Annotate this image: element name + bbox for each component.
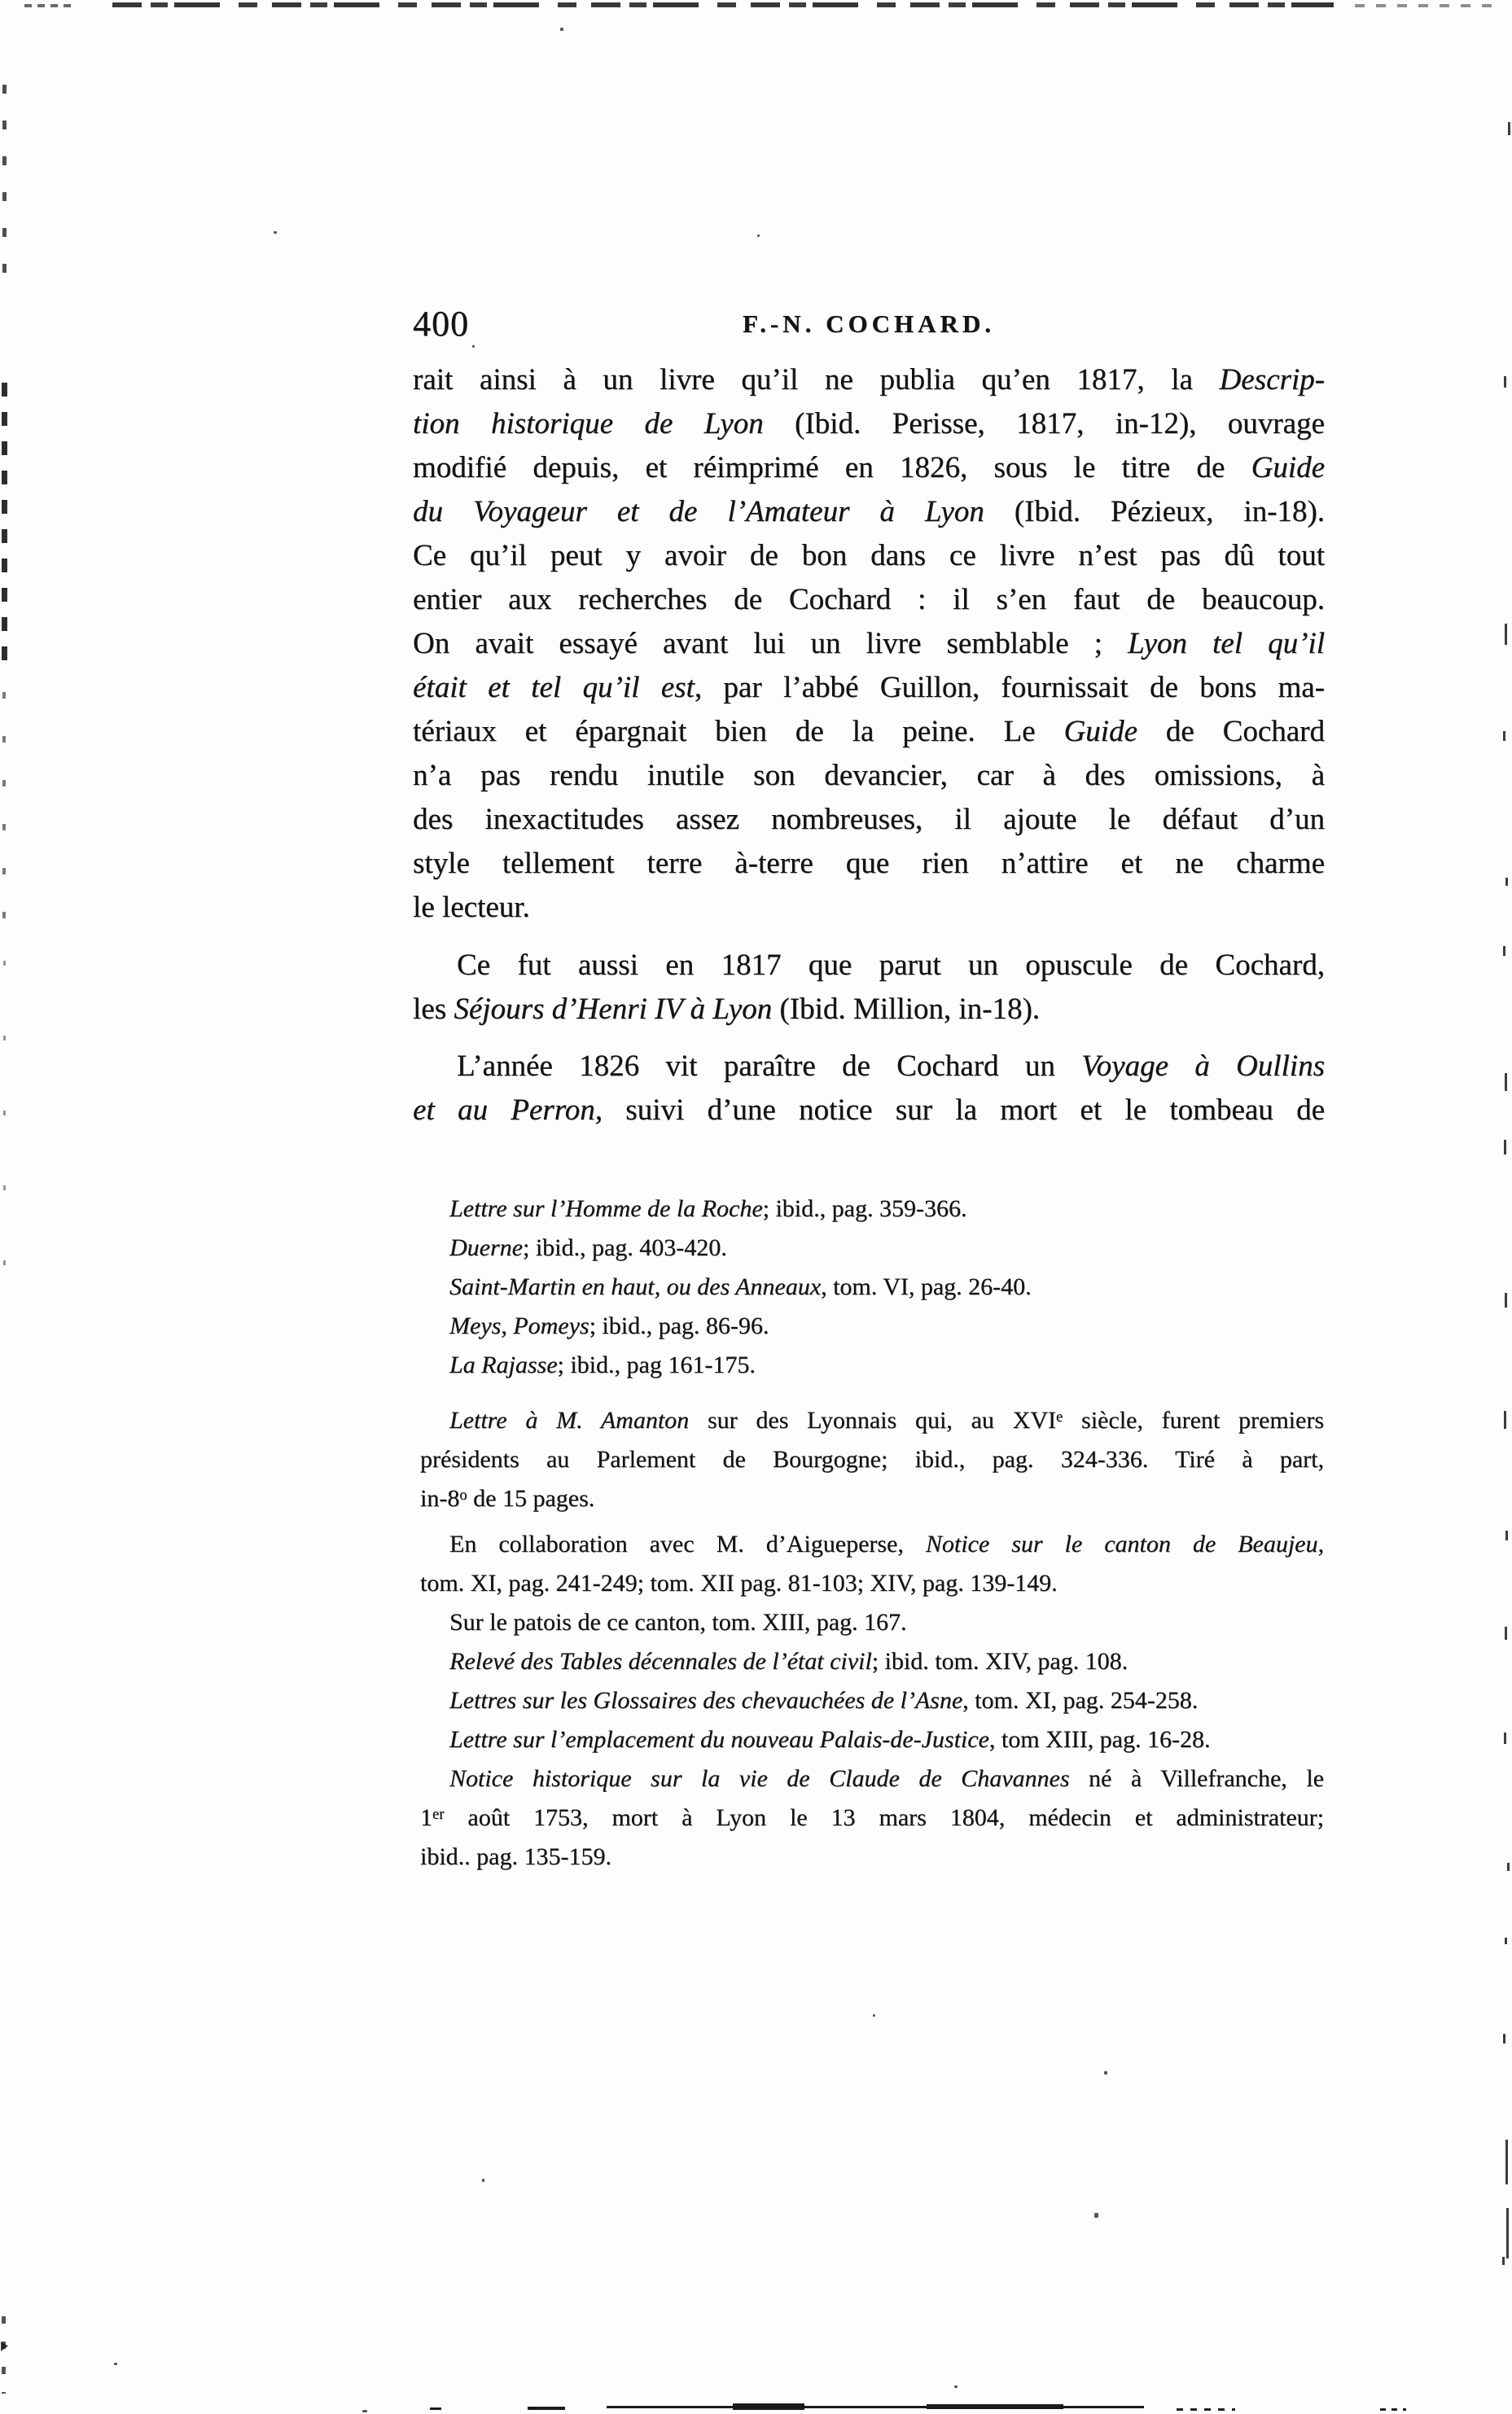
scan-tick [1505,1938,1507,1944]
text-line [420,1440,1324,1479]
text-line [413,446,1325,490]
text-segment: o [459,1486,467,1504]
paragraph [420,1681,1324,1720]
scan-speck [873,2014,875,2017]
scan-speck [954,2386,958,2388]
text-segment: sur des Lyonnais qui, au XVI [689,1407,1056,1434]
text-line [413,534,1325,578]
paragraph [420,1189,1324,1229]
italic-text-segment: Lettres sur les Glossaires des chevauchées de l’Asne [449,1687,963,1714]
text-line [420,1798,1324,1838]
paragraph [420,1720,1324,1759]
paragraph [413,1045,1325,1133]
scan-speck [1094,2213,1098,2218]
text-segment: modifié depuis, et réimprimé en 1826, sous le titre de [413,451,1251,484]
paragraph [420,1642,1324,1681]
text-segment: Sur le patois de ce canton, tom. XIII, pag. 167. [449,1609,907,1636]
scan-tick [1504,1411,1506,1429]
page-number: 400 [413,304,469,344]
scan-speck [114,2363,117,2365]
scan-tick [1504,1140,1506,1154]
paragraph [420,1401,1324,1518]
italic-text-segment: était et tel qu’il est [413,671,695,704]
scan-artifact-top-edge-right [1355,4,1500,7]
scan-artifact-left-edge [3,961,6,1270]
text-segment: Ce qu’il peut y avoir de bon dans ce livre n’est pas dû tout [413,539,1325,572]
text-line [413,710,1325,754]
text-line [420,1525,1324,1564]
scan-speck [560,28,563,31]
italic-text-segment: La Rajasse [449,1352,558,1378]
text-segment: ibid.. pag. 135-159. [420,1843,611,1870]
scan-speck [482,2179,484,2182]
text-segment: présidents au Parlement de Bourgogne; ibid., pag. 324-336. Tiré à part, [420,1446,1324,1473]
text-segment: tériaux et épargnait bien de la peine. Le [413,715,1064,748]
scan-tick [1504,376,1506,388]
text-line [413,402,1325,446]
text-line [420,1681,1324,1720]
text-segment: de 15 pages. [467,1485,595,1512]
scan-artifact-bottom-edge [430,2407,441,2410]
text-line [413,842,1325,886]
text-line [420,1346,1324,1385]
scan-tick [1506,2208,1509,2258]
scan-speck [757,234,760,237]
italic-text-segment: Notice historique sur la vie de Claude de Chavannes [449,1765,1070,1792]
scan-artifact-bottom-edge [1177,2408,1235,2411]
text-line [413,1045,1325,1089]
text-segment: Ce fut aussi en 1817 que parut un opuscule de Cochard, [457,949,1325,982]
scan-artifact-top-edge-left [24,4,72,7]
scan-artifact-bottom-edge [927,2404,1063,2409]
scan-artifact-left-edge [2,2316,6,2394]
italic-text-segment: Meys, Pomeys [449,1312,589,1339]
scan-artifact-top-edge [112,2,1334,7]
text-segment: ; ibid., pag. 359-366. [762,1195,967,1222]
scan-tick [1505,1073,1507,1091]
text-segment: ; ibid. tom. XIV, pag. 108. [871,1648,1129,1675]
text-line [420,1564,1324,1603]
text-line [420,1401,1324,1440]
paragraph [420,1759,1324,1877]
text-line [413,798,1325,842]
scan-tick [1505,624,1507,645]
text-line [420,1838,1324,1877]
text-segment: En collaboration avec M. d’Aigueperse, [449,1531,926,1557]
paragraph [420,1229,1324,1268]
text-line [413,578,1325,622]
paragraph [420,1603,1324,1642]
text-segment: (Ibid. Million, in-18). [772,992,1041,1026]
text-line [413,622,1325,666]
text-segment: , par l’abbé Guillon, fournissait de bons ma- [694,671,1325,704]
scan-artifact-left-edge [2,85,7,280]
scan-tick [1503,946,1505,956]
scan-tick [1505,1293,1507,1308]
scan-speck [362,2410,367,2412]
italic-text-segment: Lettre à M. Amanton [449,1407,690,1434]
text-segment: , tom. XI, pag. 254-258. [962,1687,1199,1714]
text-segment: suivi d’une notice sur la mort et le tombeau de [602,1093,1325,1127]
text-segment: le lecteur. [413,891,530,924]
text-segment: 1 [420,1804,432,1831]
text-segment: L’année 1826 vit paraître de Cochard un [457,1049,1082,1083]
italic-text-segment: Lettre sur l’emplacement du nouveau Palais-de-Justice [449,1726,989,1753]
italic-text-segment: Relevé des Tables décennales de l’état civil [449,1648,872,1675]
text-line [413,886,1325,930]
italic-text-segment: Séjours d’Henri IV à Lyon [454,992,773,1026]
text-segment: tom. XI, pag. 241-249; tom. XII pag. 81-103; XIV, pag. 139-149. [420,1570,1058,1597]
text-segment: On avait essayé avant lui un livre semblable ; [413,627,1128,660]
text-segment: style tellement terre à-terre que rien n’attire et ne charme [413,847,1325,880]
footnotes-block [420,1189,1324,1877]
italic-text-segment: Saint-Martin en haut, ou des Anneaux [449,1273,822,1300]
text-line [413,666,1325,710]
italic-text-segment: Duerne [449,1234,523,1261]
scan-tick [1505,1627,1507,1640]
text-line [420,1229,1324,1268]
italic-text-segment: du Voyageur et de l’Amateur à Lyon [413,495,984,528]
text-line [420,1759,1324,1798]
scan-artifact-left-edge [2,692,6,928]
text-line [413,490,1325,534]
text-segment: de Cochard [1137,715,1325,748]
scan-tick [1507,1863,1510,1871]
italic-text-segment: Descrip- [1219,363,1325,396]
italic-text-segment: Lettre sur l’Homme de la Roche [449,1195,763,1222]
text-segment: août 1753, mort à Lyon le 13 mars 1804, médecin et administrateur; [444,1804,1324,1831]
text-line [420,1642,1324,1681]
text-line [413,988,1325,1032]
italic-text-segment: Voyage à Oullins [1081,1049,1325,1083]
scan-speck [1104,2071,1107,2074]
page-header [413,303,1325,352]
scan-tick [1508,122,1510,135]
paragraph [420,1307,1324,1346]
scan-tick [1505,878,1508,886]
text-line [413,754,1325,798]
scan-speck [274,231,277,234]
text-segment: e [1056,1408,1063,1426]
text-line [420,1268,1324,1307]
text-segment: les [413,992,454,1026]
italic-text-segment: et au Perron, [413,1093,603,1127]
italic-text-segment: tion historique de Lyon [413,407,764,440]
scan-tick [1505,2140,1508,2184]
text-line [420,1189,1324,1229]
scan-tick [1505,1531,1508,1540]
text-segment: ; ibid., pag 161-175. [557,1352,756,1378]
text-line [420,1479,1324,1518]
text-segment: in-8 [420,1485,460,1512]
italic-text-segment: Lyon tel qu’il [1128,627,1325,660]
text-segment: (Ibid. Pézieux, in-18). [984,495,1325,528]
text-segment: (Ibid. Perisse, 1817, in-12), ouvrage [763,407,1325,440]
text-line [413,358,1325,402]
scan-artifact-left-edge [2,383,7,664]
text-segment: entier aux recherches de Cochard : il s’en faut de beaucoup. [413,583,1325,616]
scan-artifact-bottom-edge [528,2407,565,2410]
text-segment: des inexactitudes assez nombreuses, il ajoute le défaut d’un [413,803,1325,836]
paragraph [420,1346,1324,1385]
text-segment: ; ibid., pag. 403-420. [522,1234,727,1261]
running-title: F.-N. COCHARD. [743,309,995,338]
scan-tick [1502,2257,1505,2265]
text-line [413,944,1325,988]
paragraph [420,1525,1324,1603]
scan-tick [1503,731,1505,741]
paragraph [413,944,1325,1032]
scan-tick [1504,1733,1506,1744]
italic-text-segment: Guide [1063,715,1137,748]
text-line [420,1307,1324,1346]
text-line [413,1089,1325,1133]
text-segment: siècle, furent premiers [1063,1407,1324,1434]
text-segment: , tom XIII, pag. 16-28. [988,1726,1211,1753]
text-segment: rait ainsi à un livre qu’il ne publia qu’en 1817, la [413,363,1220,396]
text-segment: er [432,1805,445,1823]
scan-tick [1503,2034,1505,2044]
paragraph [420,1268,1324,1307]
text-line [420,1720,1324,1759]
text-segment: n’a pas rendu inutile son devancier, car à des omissions, à [413,759,1325,792]
main-text-block [413,358,1325,1133]
scan-artifact-bottom-edge [733,2403,804,2410]
italic-text-segment: Guide [1251,451,1325,484]
text-line [420,1603,1324,1642]
scan-artifact-bottom-edge [607,2406,1144,2408]
paragraph [413,358,1325,930]
italic-text-segment: Notice sur le canton de Beaujeu, [925,1531,1324,1557]
text-segment: , tom. VI, pag. 26-40. [821,1273,1032,1300]
scan-artifact-bottom-edge [1380,2408,1406,2411]
text-segment: ; ibid., pag. 86-96. [589,1312,769,1339]
text-segment: né à Villefranche, le [1069,1765,1324,1792]
